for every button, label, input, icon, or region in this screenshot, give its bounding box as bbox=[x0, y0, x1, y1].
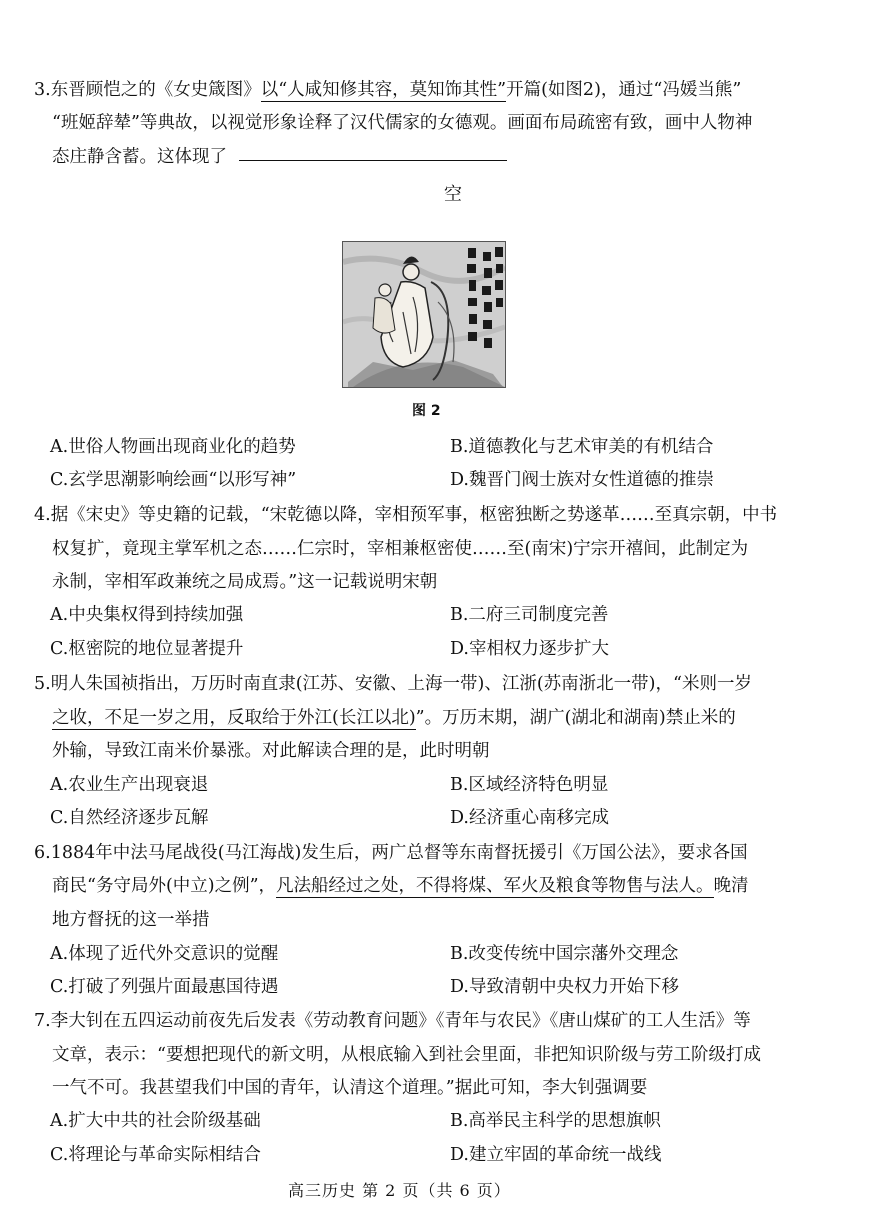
q5-option-b[interactable]: B.区域经济特色明显 bbox=[450, 775, 609, 795]
q7-option-a[interactable]: A.扩大中共的社会阶级基础 bbox=[50, 1111, 261, 1131]
q3-underlined-quote: 以“人咸知修其容，莫知饰其性” bbox=[260, 80, 507, 100]
q7-line-2: 文章，表示：“要想把现代的新文明，从根底输入到社会里面，非把知识阶级与劳工阶级打成 bbox=[52, 1045, 761, 1065]
q7-line-3: 一气不可。我甚望我们中国的青年，认清这个道理。”据此可知，李大钊强调要 bbox=[52, 1078, 648, 1098]
q7-option-b[interactable]: B.高举民主科学的思想旗帜 bbox=[450, 1111, 661, 1131]
q7-option-c[interactable]: C.将理论与革命实际相结合 bbox=[50, 1145, 261, 1165]
q6-option-c[interactable]: C.打破了列强片面最惠国待遇 bbox=[50, 977, 279, 997]
q5-option-d[interactable]: D.经济重心南移完成 bbox=[450, 808, 609, 828]
q3-option-d[interactable]: D.魏晋门阀士族对女性道德的推崇 bbox=[450, 470, 714, 490]
q6-line-3: 地方督抚的这一举措 bbox=[52, 910, 210, 930]
q3-line-3: 态庄静含蓄。这体现了 bbox=[52, 147, 227, 167]
q3-line-1 bbox=[34, 76, 741, 101]
q6-line-2-pre: 商民“务守局外(中立)之例”， bbox=[52, 876, 277, 896]
q3-option-b[interactable]: B.道德教化与艺术审美的有机结合 bbox=[450, 437, 714, 457]
q3-answer-blank-line bbox=[239, 160, 507, 161]
figure-caption: 图 2 bbox=[412, 403, 441, 419]
q3-option-a[interactable]: A.世俗人物画出现商业化的趋势 bbox=[50, 437, 296, 457]
q3-line-2: “班姬辞辇”等典故，以视觉形象诠释了汉代儒家的女德观。画面布局疏密有致，画中人物神 bbox=[52, 113, 753, 133]
q4-option-b[interactable]: B.二府三司制度完善 bbox=[450, 605, 609, 625]
q5-line-3: 外输，导致江南米价暴涨。对此解读合理的是，此时明朝 bbox=[52, 741, 490, 761]
painting-illustration bbox=[343, 242, 505, 387]
q7-option-d[interactable]: D.建立牢固的革命统一战线 bbox=[450, 1145, 662, 1165]
q5-option-a[interactable]: A.农业生产出现衰退 bbox=[50, 775, 209, 795]
q6-line-1: 6.1884年中法马尾战役(马江海战)发生后，两广总督等东南督抚援引《万国公法》，要求各国 bbox=[34, 843, 748, 863]
q3-line-1-post: 开篇(如图2)，通过“冯媛当熊” bbox=[506, 80, 742, 100]
q6-line-2 bbox=[52, 872, 749, 897]
q5-line-1: 5.明人朱国祯指出，万历时南直隶(江苏、安徽、上海一带)、江浙(苏南浙北一带)，“米则一岁 bbox=[34, 674, 752, 694]
q6-line-2-post: 晚清 bbox=[713, 876, 749, 896]
q4-line-3: 永制，宰相军政兼统之局成焉。”这一记载说明宋朝 bbox=[52, 572, 438, 592]
q4-option-d[interactable]: D.宰相权力逐步扩大 bbox=[450, 639, 609, 659]
q4-line-1: 4.据《宋史》等史籍的记载，“宋乾德以降，宰相预军事，枢密独断之势遂革……至真宗朝，中书 bbox=[34, 505, 778, 525]
q6-underlined-text: 凡法船经过之处，不得将煤、军火及粮食等物售与法人。 bbox=[276, 876, 714, 896]
q3-blank-label: 空 bbox=[444, 184, 462, 205]
q5-line-2-post: ”。万历末期，湖广(湖北和湖南)禁止米的 bbox=[415, 708, 736, 728]
q6-option-d[interactable]: D.导致清朝中央权力开始下移 bbox=[450, 977, 679, 997]
q5-underlined-quote: 之收，不足一岁之用，反取给于外江(长江以北) bbox=[52, 708, 416, 728]
q6-option-a[interactable]: A.体现了近代外交意识的觉醒 bbox=[50, 944, 279, 964]
q6-option-b[interactable]: B.改变传统中国宗藩外交理念 bbox=[450, 944, 679, 964]
q3-line-1-pre: 3.东晋顾恺之的《女史箴图》 bbox=[34, 80, 261, 100]
q7-line-1: 7.李大钊在五四运动前夜先后发表《劳动教育问题》《青年与农民》《唐山煤矿的工人生活》等 bbox=[34, 1011, 751, 1031]
q5-line-2 bbox=[52, 704, 736, 729]
q5-option-c[interactable]: C.自然经济逐步瓦解 bbox=[50, 808, 209, 828]
figure-2-painting bbox=[342, 241, 506, 388]
q4-option-a[interactable]: A.中央集权得到持续加强 bbox=[50, 605, 244, 625]
q3-option-c[interactable]: C.玄学思潮影响绘画“以形写神” bbox=[50, 470, 297, 490]
q4-line-2: 权复扩，竟现主掌军机之态……仁宗时，宰相兼枢密使……至(南宋)宁宗开禧间，此制定为 bbox=[52, 539, 749, 559]
q4-option-c[interactable]: C.枢密院的地位显著提升 bbox=[50, 639, 244, 659]
page-footer: 高三历史 第 2 页（共 6 页） bbox=[288, 1181, 511, 1200]
